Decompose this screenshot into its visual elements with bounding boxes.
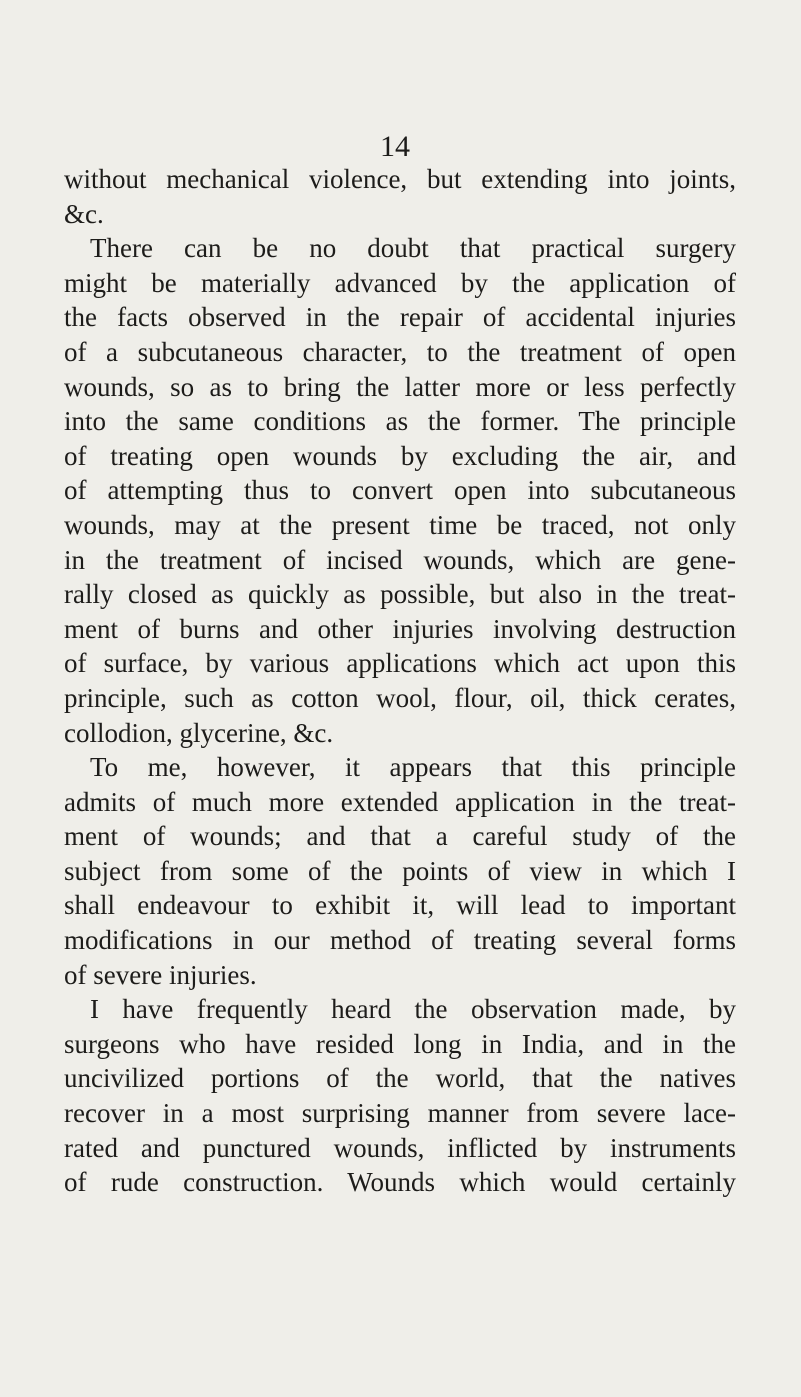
text-line: of severe injuries.	[64, 959, 257, 990]
text-line: There can be no doubt that practical surgery	[90, 233, 736, 264]
text-line: To me, however, it appears that this principle	[90, 752, 736, 783]
text-line: of attempting thus to convert open into subcutaneous	[64, 475, 736, 506]
text-line: into the same conditions as the former. The principle	[64, 406, 736, 437]
text-line: might be materially advanced by the application of	[64, 267, 736, 298]
text-line: in the treatment of incised wounds, which are gene-	[64, 544, 736, 575]
body-text	[64, 162, 736, 1200]
text-line: the facts observed in the repair of accidental injuries	[64, 302, 736, 333]
text-line: rated and punctured wounds, inflicted by instruments	[64, 1132, 736, 1163]
text-line: ment of wounds; and that a careful study of the	[64, 821, 736, 852]
text-line: collodion, glycerine, &c.	[64, 717, 334, 748]
page-number: 14	[380, 130, 410, 163]
text-line: subject from some of the points of view in which I	[64, 855, 736, 886]
text-line: rally closed as quickly as possible, but also in the treat-	[64, 579, 736, 610]
text-line: admits of much more extended application in the treat-	[64, 786, 736, 817]
text-line: wounds, may at the present time be traced, not only	[64, 509, 736, 540]
text-line: recover in a most surprising manner from severe lace-	[64, 1098, 736, 1129]
text-line: of surface, by various applications which act upon this	[64, 648, 736, 679]
text-line: without mechanical violence, but extending into joints,	[64, 164, 736, 194]
text-line: of treating open wounds by excluding the air, and	[64, 440, 736, 471]
text-line: I have frequently heard the observation made, by	[90, 994, 736, 1025]
text-line: uncivilized portions of the world, that the natives	[64, 1063, 736, 1094]
text-line: of a subcutaneous character, to the treatment of open	[64, 336, 736, 367]
text-line: of rude construction. Wounds which would certainly	[64, 1167, 736, 1198]
text-line: principle, such as cotton wool, flour, oil, thick cerates,	[64, 682, 736, 713]
text-line: surgeons who have resided long in India, and in the	[64, 1028, 736, 1059]
text-line: wounds, so as to bring the latter more or less perfectly	[64, 371, 736, 402]
text-line: ment of burns and other injuries involving destruction	[64, 613, 736, 644]
text-line: shall endeavour to exhibit it, will lead to important	[64, 890, 736, 921]
text-line: &c.	[64, 198, 104, 229]
text-line: modifications in our method of treating several forms	[64, 925, 736, 956]
